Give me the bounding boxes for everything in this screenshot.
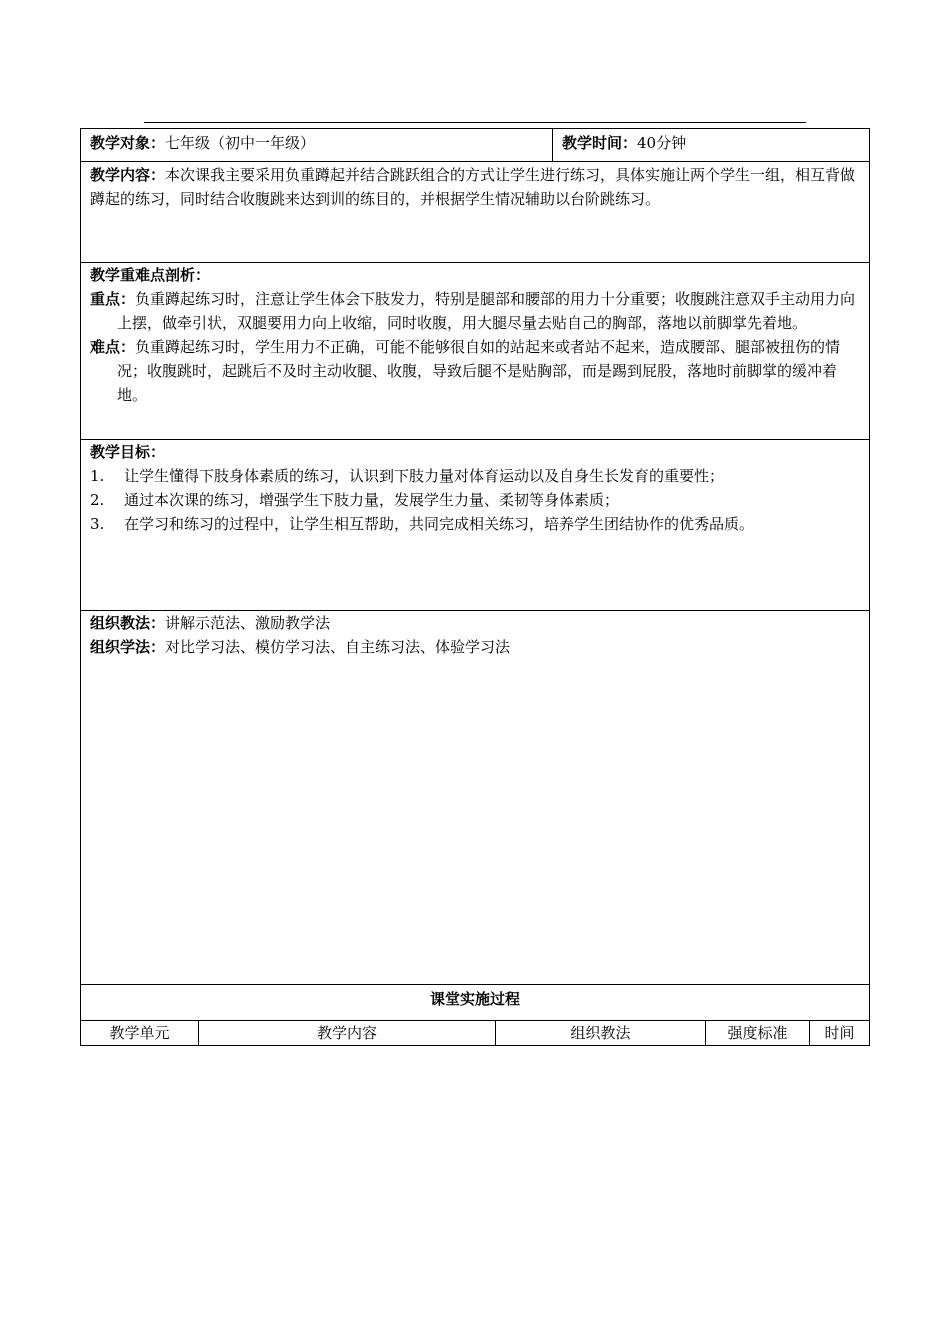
teaching-content-text: 本次课我主要采用负重蹲起并结合跳跃组合的方式让学生进行练习，具体实施让两个学生一组，相互背做蹲起的练习，同时结合收腹跳来达到训的练目的，并根据学生情况辅助以台阶跳练习。 xyxy=(90,166,856,208)
goals-title: 教学目标： xyxy=(90,443,166,461)
column-header-label: 时间 xyxy=(824,1024,855,1042)
column-header-intensity xyxy=(705,1020,810,1046)
key-point-text: 负重蹲起练习时，注意让学生体会下肢发力，特别是腿部和腰部的用力十分重要；收腹跳注意双手主动用力向上摆，做牵引状，双腿要用力向上收缩，同时收腹，用大腿尽量去贴自己的胸部，落地以前脚掌先着地。 xyxy=(117,290,856,332)
methods-cell xyxy=(80,610,870,985)
teach-method-value: 讲解示范法、激励教学法 xyxy=(165,614,331,632)
column-header-time xyxy=(809,1020,870,1046)
key-point-label: 重点： xyxy=(90,290,136,308)
teaching-time-label: 教学时间： xyxy=(562,134,638,152)
goal-text: 通过本次课的练习，增强学生下肢力量，发展学生力量、柔韧等身体素质； xyxy=(124,491,620,509)
key-point-paragraph xyxy=(90,287,860,335)
process-title: 课堂实施过程 xyxy=(429,990,520,1008)
teaching-object-value: 七年级（初中一年级） xyxy=(165,134,316,152)
difficult-point-label: 难点： xyxy=(90,338,136,356)
teaching-object-label: 教学对象： xyxy=(90,134,166,152)
goal-number: 1. xyxy=(90,467,105,485)
difficult-point-text: 负重蹲起练习时，学生用力不正确，可能不能够很自如的站起来或者站不起来，造成腰部、腿部被扭伤的情况；收腹跳时，起跳后不及时主动收腿、收腹，导致后腿不是贴胸部，而是踢到屁股，落地时前脚掌的缓冲着地。 xyxy=(117,338,841,404)
goal-item xyxy=(90,512,860,536)
column-header-content xyxy=(198,1020,496,1046)
teaching-content-cell xyxy=(80,161,870,263)
teaching-time-cell xyxy=(552,128,870,162)
learn-method-value: 对比学习法、模仿学习法、自主练习法、体验学习法 xyxy=(165,638,511,656)
goal-text: 让学生懂得下肢身体素质的练习，认识到下肢力量对体育运动以及自身生长发育的重要性； xyxy=(124,467,725,485)
difficult-point-paragraph xyxy=(90,335,860,407)
learn-method-line xyxy=(90,635,860,659)
column-header-method xyxy=(495,1020,706,1046)
goal-number: 2. xyxy=(90,491,105,509)
header-rule xyxy=(144,122,806,123)
column-header-unit xyxy=(80,1020,199,1046)
teaching-object-cell xyxy=(80,128,553,162)
teaching-time-value: 40分钟 xyxy=(637,134,687,152)
teaching-goals-cell xyxy=(80,439,870,611)
goal-item xyxy=(90,488,860,512)
column-header-label: 教学内容 xyxy=(316,1024,377,1042)
teaching-content-label: 教学内容： xyxy=(90,166,166,184)
goal-text: 在学习和练习的过程中，让学生相互帮助，共同完成相关练习，培养学生团结协作的优秀品质。 xyxy=(124,515,755,533)
column-header-label: 教学单元 xyxy=(109,1024,170,1042)
teach-method-line xyxy=(90,611,860,635)
process-title-cell xyxy=(80,984,870,1021)
analysis-title: 教学重难点剖析： xyxy=(90,266,211,284)
column-header-label: 强度标准 xyxy=(727,1024,788,1042)
key-difficult-points-cell xyxy=(80,262,870,440)
goal-item xyxy=(90,464,860,488)
learn-method-label: 组织学法： xyxy=(90,638,166,656)
goal-number: 3. xyxy=(90,515,105,533)
teach-method-label: 组织教法： xyxy=(90,614,166,632)
column-header-label: 组织教法 xyxy=(570,1024,631,1042)
